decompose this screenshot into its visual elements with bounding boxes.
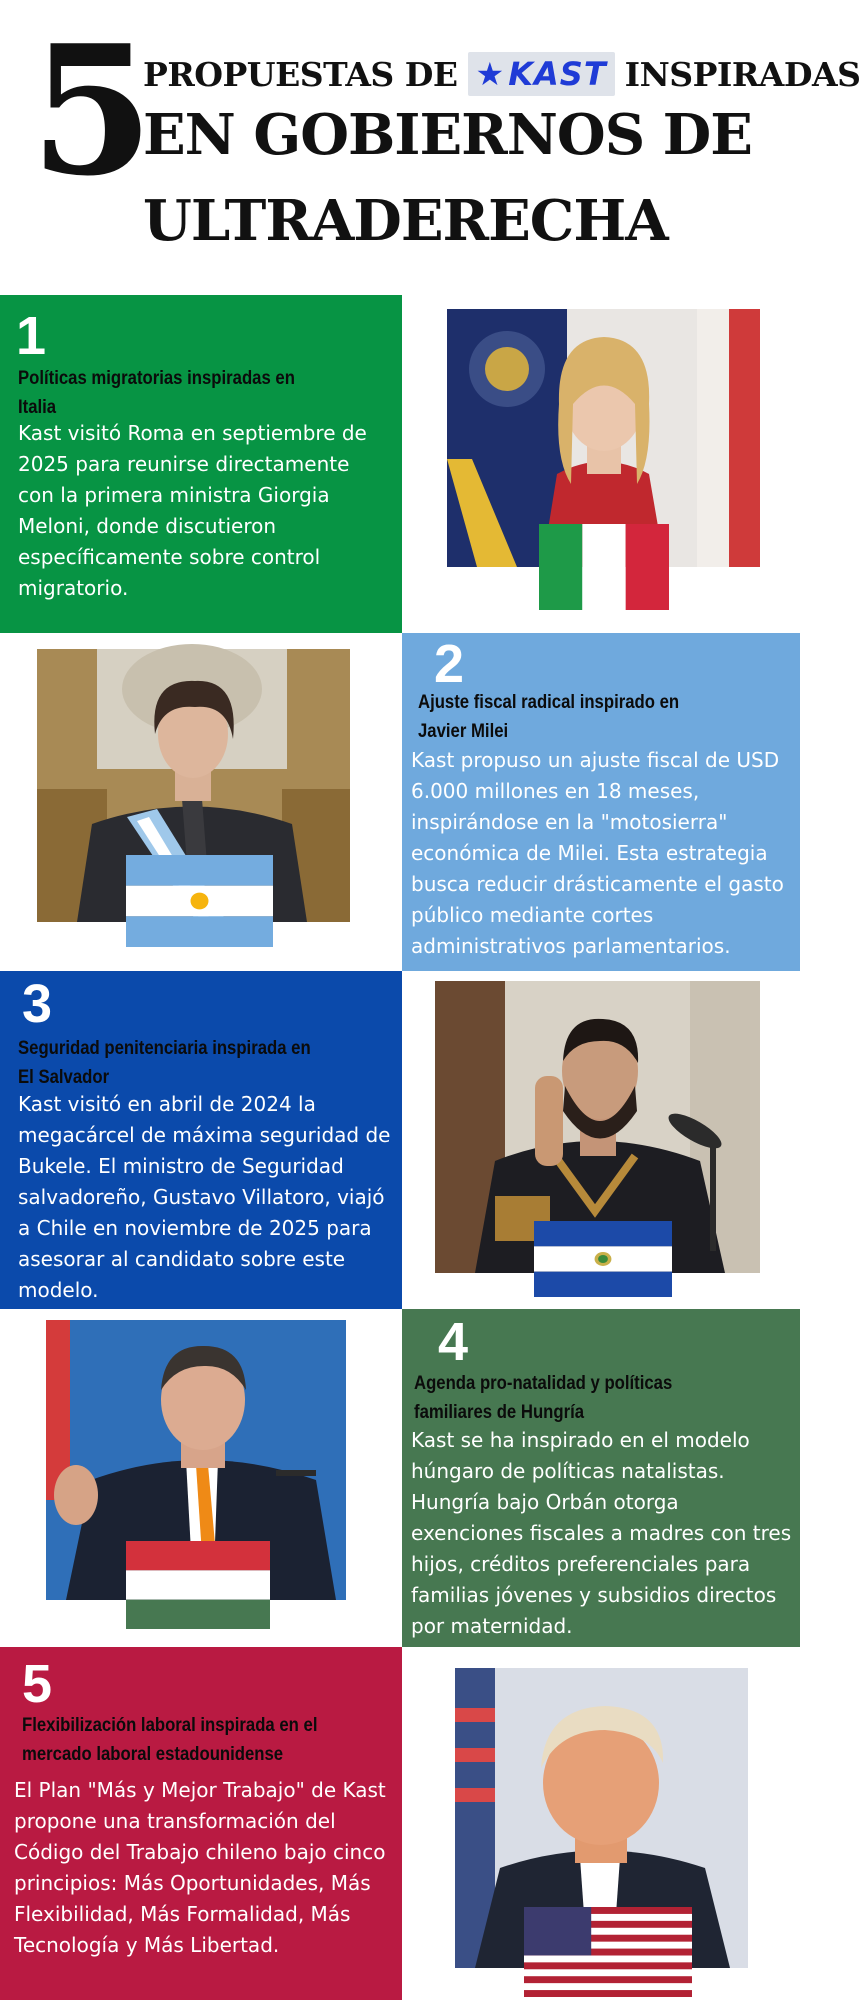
header-line-1-before: PROPUESTAS DE xyxy=(143,54,458,94)
kast-logo xyxy=(468,52,615,96)
proposal-number-1: 1 xyxy=(16,306,47,366)
proposal-section-1 xyxy=(0,295,800,633)
proposal-body-4: Kast se ha inspirado en el modelo húngaro de políticas natalistas. Hungría bajo Orbán otorga exenciones fiscales a madres con tres hijos, créditos preferenciales para familias jóvenes y subsidios directos por maternidad. xyxy=(411,1428,792,1638)
infographic-header xyxy=(0,0,860,295)
header-line-3: ULTRADERECHA xyxy=(143,188,668,254)
proposal-text-panel-1 xyxy=(0,295,402,633)
proposal-number-2: 2 xyxy=(434,634,465,694)
proposal-text-panel-3 xyxy=(0,971,402,1309)
italy-flag xyxy=(539,524,669,610)
proposal-body-2: Kast propuso un ajuste fiscal de USD 6.000 millones en 18 meses, inspirándose en la "motosierra" económica de Milei. Esta estrategia busca reducir drásticamente el gasto público mediante cortes administrativos parlamentarios. xyxy=(411,748,784,958)
proposal-body-5: El Plan "Más y Mejor Trabajo" de Kast propone una transformación del Código del Trabajo chileno bajo cinco principios: Más Oportunidades, Más Flexibilidad, Más Formalidad, Más Tecnología y Más Libertad. xyxy=(14,1778,386,1957)
proposal-title-3: Seguridad penitenciaria inspirada en El Salvador xyxy=(18,1038,311,1088)
kast-logo-text: KAST xyxy=(508,55,607,93)
proposal-section-5 xyxy=(0,1647,800,2000)
proposal-section-4 xyxy=(0,1309,800,1647)
proposal-number-3: 3 xyxy=(22,974,53,1034)
proposal-section-3 xyxy=(0,971,800,1309)
proposal-title-1: Políticas migratorias inspiradas en Italia xyxy=(18,368,295,418)
header-line-2: EN GOBIERNOS DE xyxy=(143,102,752,168)
usa-flag xyxy=(524,1907,692,1997)
proposal-title-5: Flexibilización laboral inspirada en el mercado laboral estadounidense xyxy=(22,1715,318,1765)
proposal-text-panel-5 xyxy=(0,1647,402,2000)
header-line-1 xyxy=(143,50,860,98)
el-salvador-flag xyxy=(534,1221,672,1297)
proposal-body-1: Kast visitó Roma en septiembre de 2025 para reunirse directamente con la primera ministra Giorgia Meloni, donde discutieron específicamente sobre control migratorio. xyxy=(18,421,367,600)
proposal-number-4: 4 xyxy=(438,1312,469,1372)
header-big-number: 5 xyxy=(30,6,154,215)
proposal-title-2: Ajuste fiscal radical inspirado en Javier Milei xyxy=(418,692,680,742)
proposal-body-3: Kast visitó en abril de 2024 la megacárcel de máxima seguridad de Bukele. El ministro de Seguridad salvadoreño, Gustavo Villatoro, viajó a Chile en noviembre de 2025 para asesorar al candidato sobre este modelo. xyxy=(18,1092,391,1302)
header-line-1-after: INSPIRADAS xyxy=(624,54,860,94)
proposal-text-panel-2 xyxy=(402,633,800,971)
argentina-flag xyxy=(126,855,273,947)
hungary-flag xyxy=(126,1541,270,1629)
star-icon: ★ xyxy=(475,55,506,93)
proposal-title-4: Agenda pro-natalidad y políticas familiares de Hungría xyxy=(414,1373,673,1423)
proposal-number-5: 5 xyxy=(22,1654,53,1714)
proposal-text-panel-4 xyxy=(402,1309,800,1647)
proposal-section-2 xyxy=(0,633,800,971)
